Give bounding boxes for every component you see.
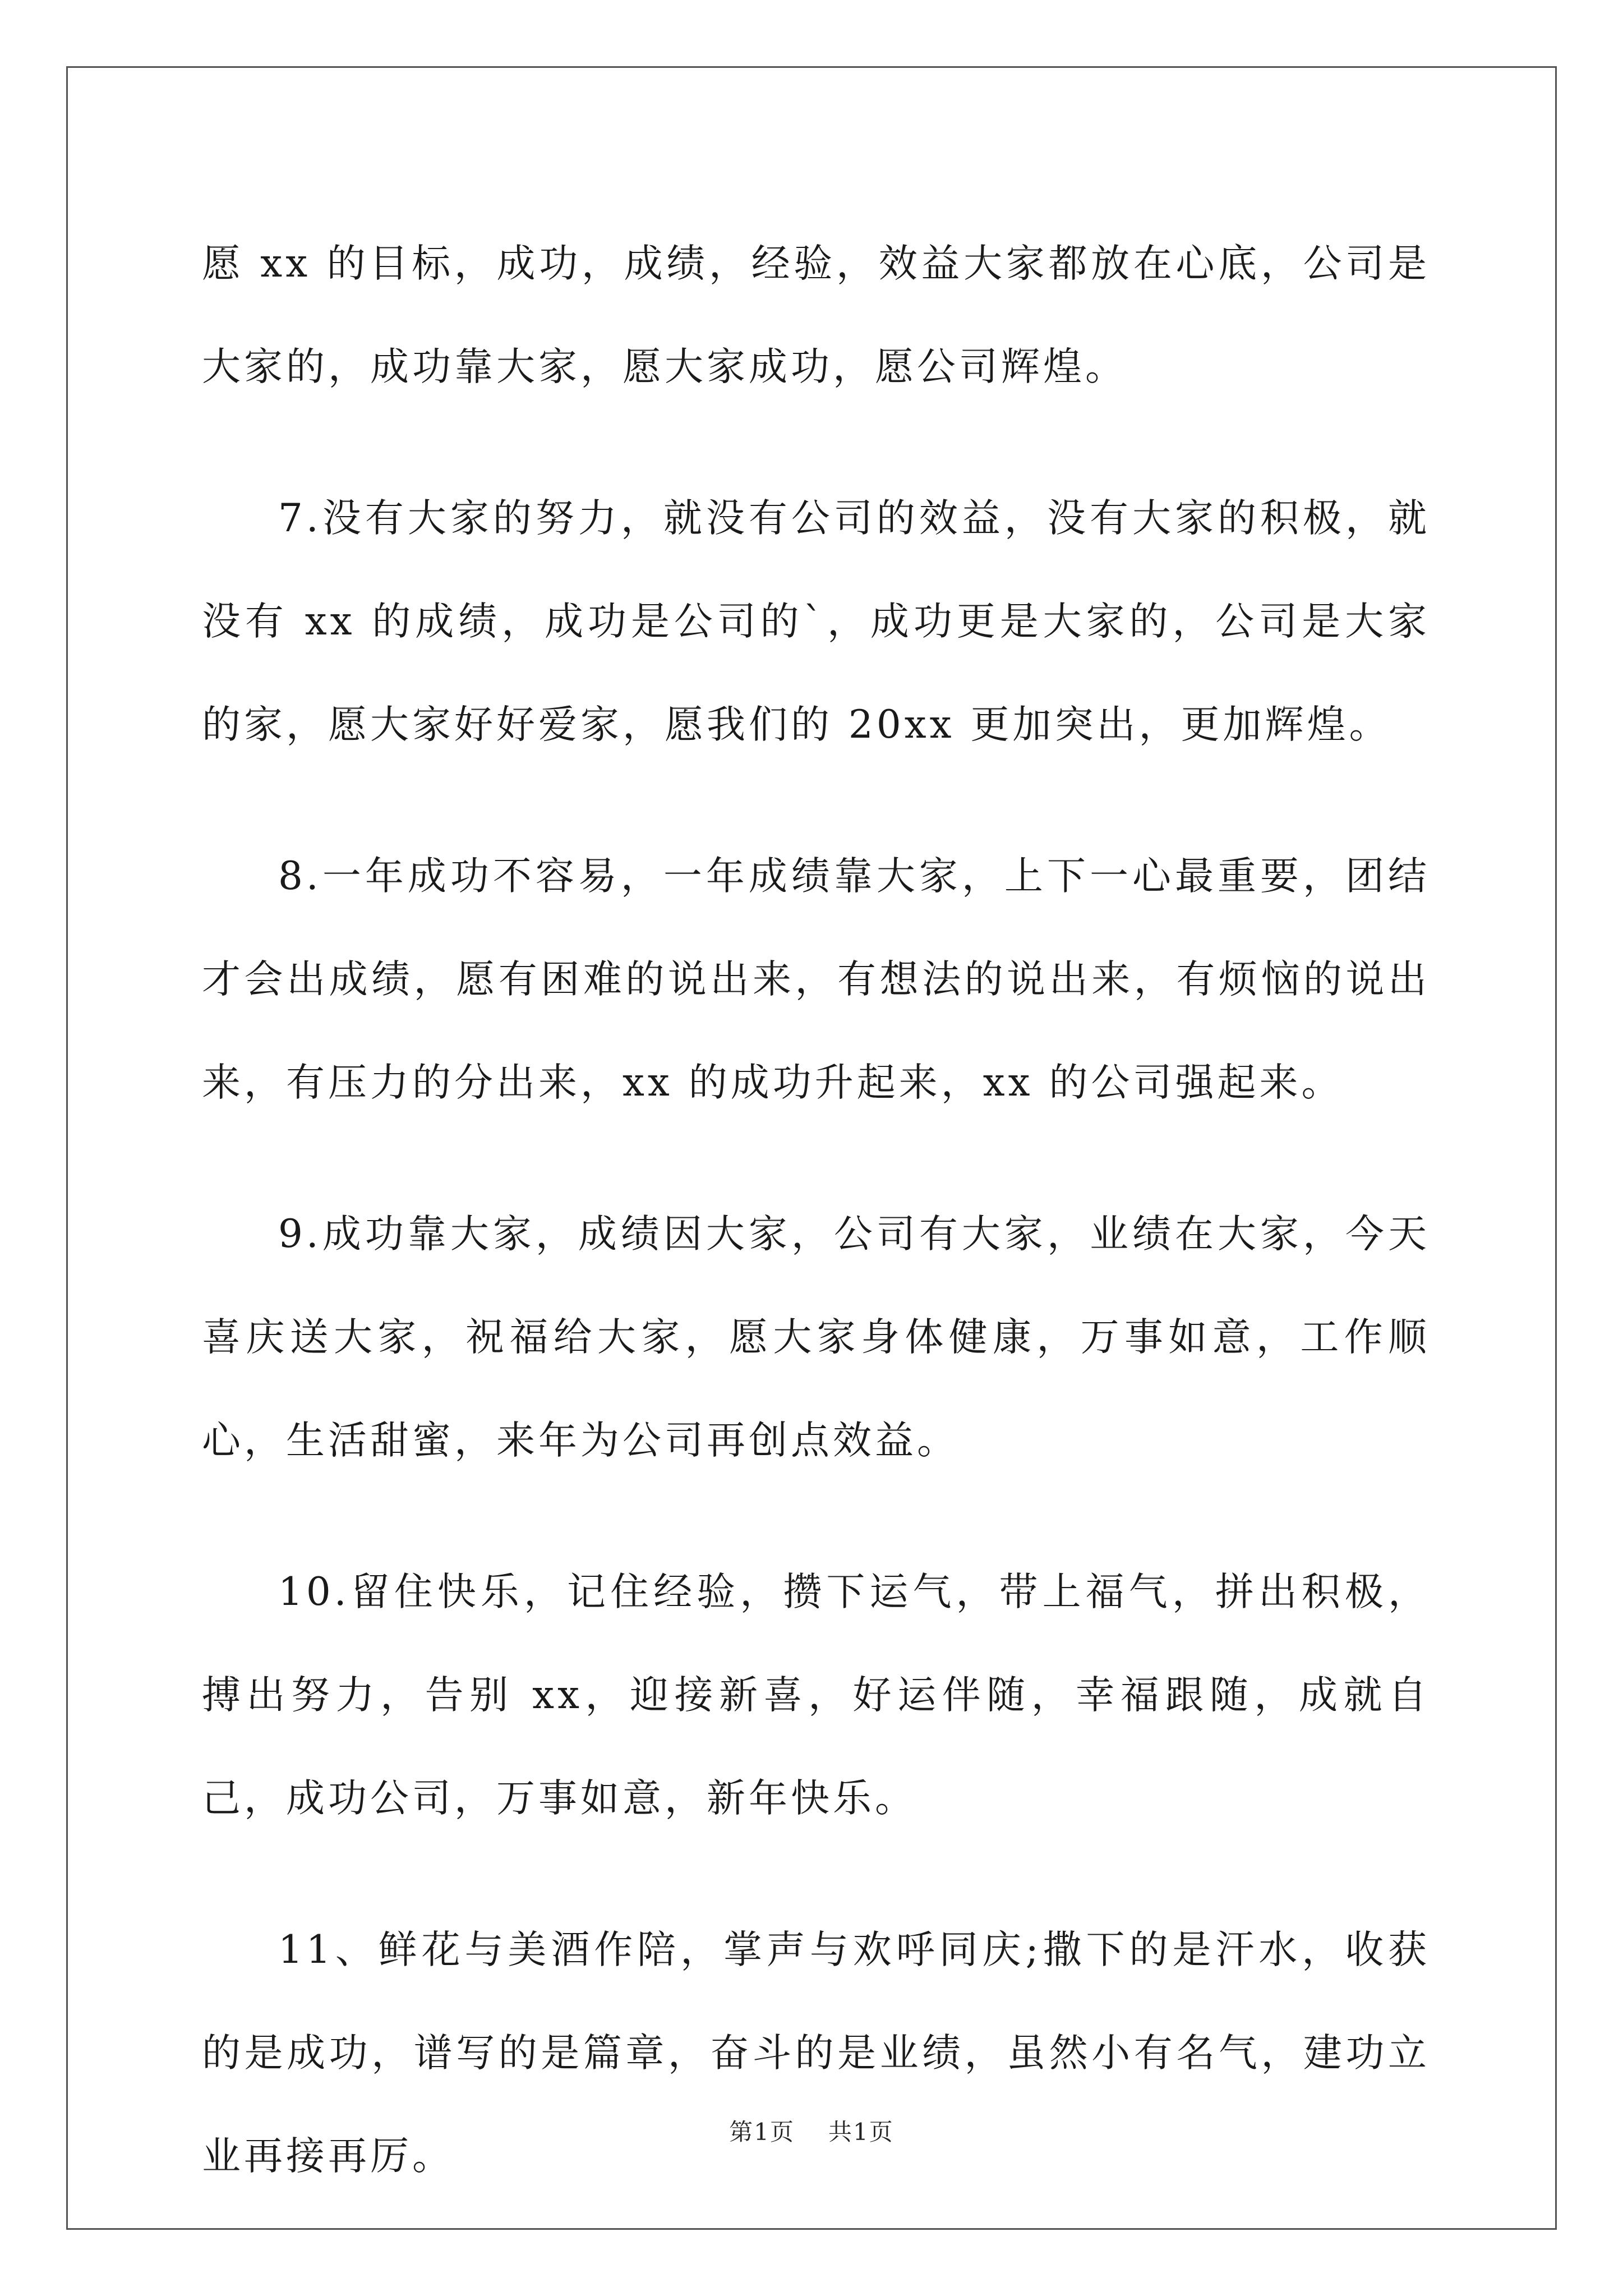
paragraph-10: 10.留住快乐，记住经验，攒下运气，带上福气，拼出积极，搏出努力，告别 xx，迎接新喜，好运伴随，幸福跟随，成就自己，成功公司，万事如意，新年快乐。 xyxy=(202,1570,1430,1821)
paragraph-9: 9.成功靠大家，成绩因大家，公司有大家，业绩在大家，今天喜庆送大家，祝福给大家，愿大家身体健康，万事如意，工作顺心，生活甜蜜，来年为公司再创点效益。 xyxy=(202,1212,1430,1463)
paragraph-11: 11、鲜花与美酒作陪，掌声与欢呼同庆;撒下的是汗水，收获的是成功，谱写的是篇章，奋斗的是业绩，虽然小有名气，建功立业再接再厉。 xyxy=(202,1927,1430,2179)
page-number: 第1页 xyxy=(729,2118,795,2146)
paragraph-8: 8.一年成功不容易，一年成绩靠大家，上下一心最重要，团结才会出成绩，愿有困难的说出来，有想法的说出来，有烦恼的说出来，有压力的分出来，xx 的成功升起来，xx 的公司强起来。 xyxy=(202,854,1430,1105)
paragraph-continued: 愿 xx 的目标，成功，成绩，经验，效益大家都放在心底，公司是大家的，成功靠大家，愿大家成功，愿公司辉煌。 xyxy=(202,241,1430,389)
paragraph-7: 7.没有大家的努力，就没有公司的效益，没有大家的积极，就没有 xx 的成绩，成功是公司的`，成功更是大家的，公司是大家的家，愿大家好好爱家，愿我们的 20xx 更加突出，更加辉煌。 xyxy=(202,496,1430,747)
page-footer xyxy=(0,2114,1623,2147)
document-body xyxy=(202,212,1430,2256)
page-total: 共1页 xyxy=(828,2118,894,2146)
